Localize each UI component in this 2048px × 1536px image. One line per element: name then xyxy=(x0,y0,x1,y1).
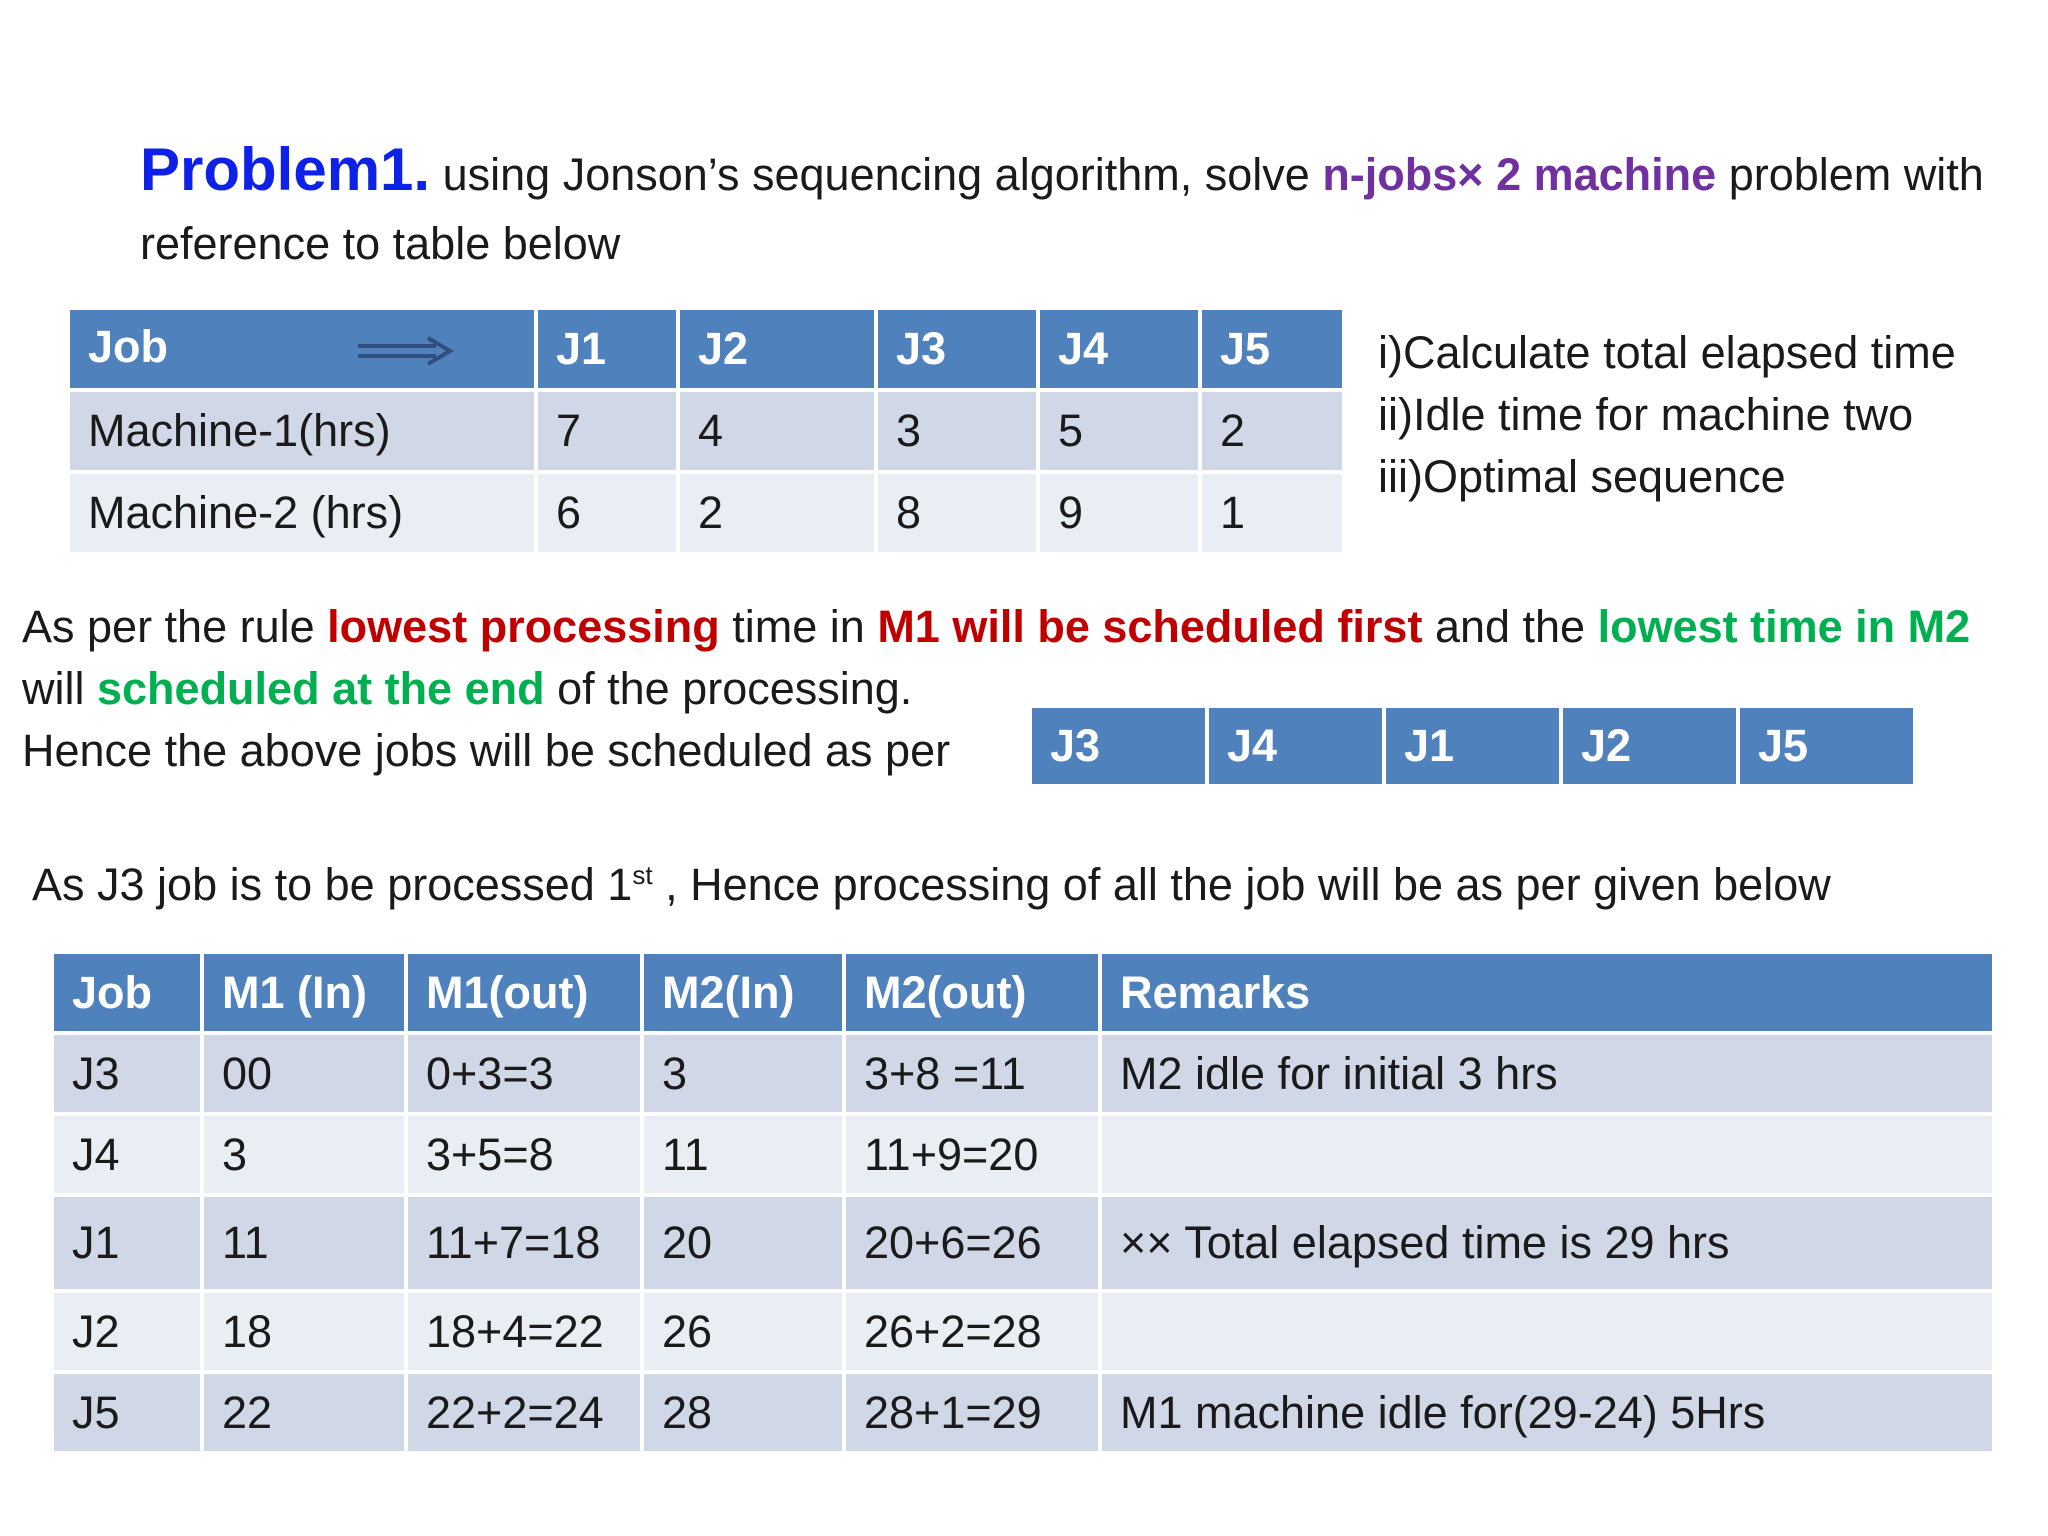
rule-highlight-red: M1 will be scheduled first xyxy=(877,601,1423,652)
table-cell: 5 xyxy=(1040,392,1198,470)
table-cell: 20+6=26 xyxy=(846,1197,1098,1289)
rule-text: of the processing. xyxy=(544,663,913,714)
problem-text-b: problem with xyxy=(1716,149,1984,200)
table-cell xyxy=(1102,1293,1992,1370)
question-item: i)Calculate total elapsed time xyxy=(1378,327,1956,378)
rule-text: time in xyxy=(719,601,878,652)
table-cell: 22 xyxy=(204,1374,404,1451)
table-cell: 18 xyxy=(204,1293,404,1370)
header-cell: M1(out) xyxy=(408,954,640,1031)
table-cell: 22+2=24 xyxy=(408,1374,640,1451)
table-cell: 11 xyxy=(644,1116,842,1193)
table-row xyxy=(54,1197,1992,1289)
table-cell: J1 xyxy=(54,1197,200,1289)
rule-text: will xyxy=(22,663,97,714)
header-cell: Job xyxy=(54,954,200,1031)
job-header-cell xyxy=(70,310,534,388)
table-cell: 28+1=29 xyxy=(846,1374,1098,1451)
table-cell: 6 xyxy=(538,474,676,552)
table-cell: 2 xyxy=(680,474,874,552)
processed-text: As J3 job is to be processed 1 xyxy=(32,859,633,910)
table-cell: 3 xyxy=(204,1116,404,1193)
processed-text: , Hence processing of all the job will be as per given below xyxy=(652,859,1831,910)
rule-text: As per the rule xyxy=(22,601,328,652)
table-cell: 20 xyxy=(644,1197,842,1289)
table-cell: ×× Total elapsed time is 29 hrs xyxy=(1102,1197,1992,1289)
table-cell: 3 xyxy=(878,392,1036,470)
table-cell: 9 xyxy=(1040,474,1198,552)
table-cell: 18+4=22 xyxy=(408,1293,640,1370)
rule-highlight-red: lowest processing xyxy=(327,601,720,652)
input-table xyxy=(66,306,1346,556)
table-cell: J5 xyxy=(54,1374,200,1451)
table-cell: 26+2=28 xyxy=(846,1293,1098,1370)
row-label: Machine-1(hrs) xyxy=(70,392,534,470)
table-cell: 11+7=18 xyxy=(408,1197,640,1289)
rule-line-1 xyxy=(22,596,1970,658)
table-cell xyxy=(1102,1116,1992,1193)
row-label: Machine-2 (hrs) xyxy=(70,474,534,552)
table-row xyxy=(54,1293,1992,1370)
table-cell: 00 xyxy=(204,1035,404,1112)
table-row xyxy=(54,1116,1992,1193)
job-header-j1: J1 xyxy=(538,310,676,388)
job-header-j3: J3 xyxy=(878,310,1036,388)
rule-text: and the xyxy=(1422,601,1598,652)
table-cell: 4 xyxy=(680,392,874,470)
header-cell: M2(In) xyxy=(644,954,842,1031)
superscript: st xyxy=(632,860,653,890)
sequence-table xyxy=(1028,704,1917,788)
problem-label: Problem1. xyxy=(140,136,431,203)
table-row xyxy=(70,474,1342,552)
sequence-item: J1 xyxy=(1386,708,1559,784)
sequence-item: J3 xyxy=(1032,708,1205,784)
rule-line-2 xyxy=(22,658,912,720)
rule-highlight-green: lowest time in M2 xyxy=(1597,601,1971,652)
job-header-j5: J5 xyxy=(1202,310,1342,388)
processed-line xyxy=(32,844,1831,916)
table-cell: 7 xyxy=(538,392,676,470)
table-row xyxy=(54,1374,1992,1451)
table-cell: 0+3=3 xyxy=(408,1035,640,1112)
job-header-j4: J4 xyxy=(1040,310,1198,388)
schedule-table xyxy=(50,950,1996,1455)
table-cell: 26 xyxy=(644,1293,842,1370)
question-item: ii)Idle time for machine two xyxy=(1378,389,1914,440)
table-row xyxy=(54,1035,1992,1112)
table-cell: 3 xyxy=(644,1035,842,1112)
header-cell: M1 (In) xyxy=(204,954,404,1031)
schedule-header xyxy=(54,954,1992,1031)
table-cell: 11+9=20 xyxy=(846,1116,1098,1193)
job-header-label: Job xyxy=(88,321,169,373)
table-cell: J4 xyxy=(54,1116,200,1193)
rule-highlight-green: scheduled at the end xyxy=(97,663,545,714)
sequence-item: J2 xyxy=(1563,708,1736,784)
questions-list xyxy=(1378,322,1956,508)
sequence-item: J4 xyxy=(1209,708,1382,784)
table-cell: 28 xyxy=(644,1374,842,1451)
problem-statement xyxy=(140,136,1984,205)
header-cell: Remarks xyxy=(1102,954,1992,1031)
table-cell: 8 xyxy=(878,474,1036,552)
problem-line2: reference to table below xyxy=(140,218,621,269)
table-cell: 3+5=8 xyxy=(408,1116,640,1193)
right-arrow-icon xyxy=(358,325,454,377)
table-cell: 1 xyxy=(1202,474,1342,552)
table-cell: 11 xyxy=(204,1197,404,1289)
table-cell: J3 xyxy=(54,1035,200,1112)
job-header-j2: J2 xyxy=(680,310,874,388)
table-cell: 2 xyxy=(1202,392,1342,470)
table-cell: M1 machine idle for(29-24) 5Hrs xyxy=(1102,1374,1992,1451)
question-item: iii)Optimal sequence xyxy=(1378,451,1786,502)
sequence-item: J5 xyxy=(1740,708,1913,784)
input-table-header xyxy=(70,310,1342,388)
table-cell: 3+8 =11 xyxy=(846,1035,1098,1112)
problem-text-a: using Jonson’s sequencing algorithm, solve xyxy=(430,149,1323,200)
table-cell: M2 idle for initial 3 hrs xyxy=(1102,1035,1992,1112)
table-row xyxy=(70,392,1342,470)
table-cell: J2 xyxy=(54,1293,200,1370)
rule-line-3: Hence the above jobs will be scheduled as per xyxy=(22,725,951,776)
header-cell: M2(out) xyxy=(846,954,1098,1031)
problem-highlight: n-jobs× 2 machine xyxy=(1322,149,1717,200)
